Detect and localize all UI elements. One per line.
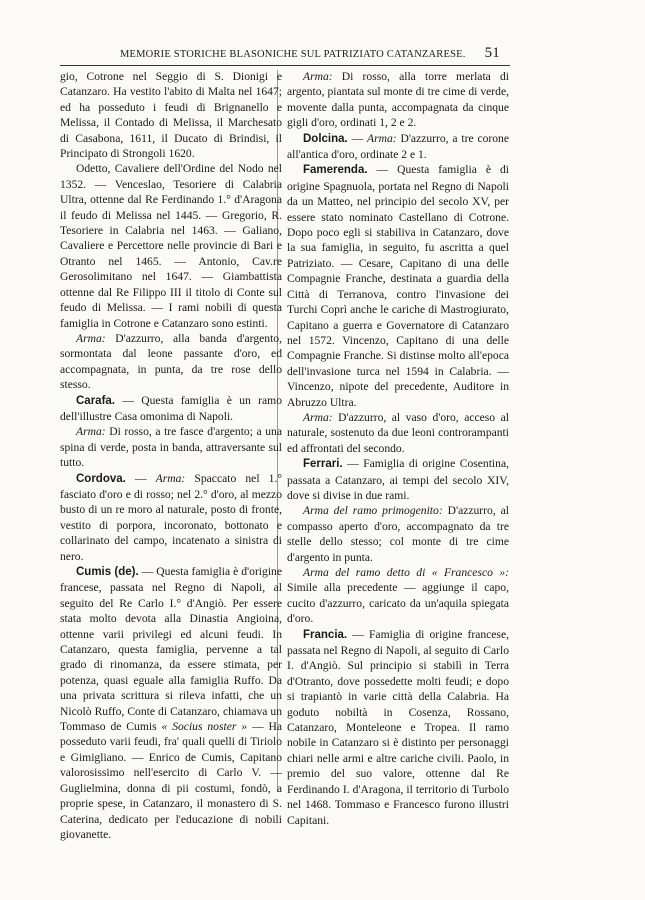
arma-text: Di rosso, a tre fasce d'argento; a una spina di verde, posta in banda, attraversante sul tutto. [60,425,282,470]
entry-text-cumis: — Questa famiglia è d'origine francese, passata nel Regno di Napoli, al seguito del Re Carlo I.° d'Angiò. Per essere stata molto devota alla Dinastia Angioina, ottenne varii privilegi ed alcuni feudi. In Catanzaro, questa famiglia, pervenne a tal grado di rinomanza, da essere stimata, per potenza, quasi eguale alla famiglia Ruffo. Da una privata scrittura si rileva infatti, che un Nicolò Ruffo, Conte di Catanzaro, chiamava un Tommaso de Cumis [60,565,282,734]
arma-ferrari-francesco [287,565,509,627]
dash: — [347,131,367,145]
dash: — [125,471,156,485]
arma-label: Arma: [76,425,106,439]
arma-text: D'azzurro, al vaso d'oro, acceso al naturale, sostenuto da due leoni controrampanti ed affrontati del secondo. [287,410,509,455]
entry-heading-cumis: Cumis (de). [76,566,139,578]
entry-ferrari [287,456,509,503]
arma-continuation [287,69,509,131]
arma-label: Arma: [303,70,333,83]
entry-heading-ferrari: Ferrari. [303,458,343,471]
entry-text-famerenda: — Questa famiglia è di origine Spagnuola, portata nel Regno di Napoli da un Matteo, nel principio del secolo XV, per essere stato nominato Castellano di Cotrone. Dopo poco egli si stabiliva in Catanzaro, dove la sua famiglia, in seguito, fu ascritta a quel Patriziato. — Cesare, Capitano di una delle Compagnie Franche, destinata a guardia della Città di Terranova, contro l'invasione dei Turchi Coprì anche le cariche di Mastrogiurato, Capitano a guerra e Governatore di Catanzaro nel 1572. Vincenzo, Capitano di una delle Compagnie Franche. Si distinse molto all'epoca dell'invasione turca nel 1594 in Calabria. — Vincenzo, nipote del precedente, Auditore in Abruzzo Ultra. [287,163,509,409]
arma-carafa [60,424,282,470]
entry-text-cumis-2: — Ha posseduto varii feudi, fra' quali quelli di Tiriolo e Gimigliano. — Enrico de Cumis, Capitano valorosissimo nell'esercito di Carlo V. — Guglielmina, donna di pii costumi, fondò, a proprie spese, in Catanzaro, il monastero di S. Caterina, dedicato per l'educazione di nobili giovanette. [60,720,282,841]
paragraph-members: Odetto, Cavaliere dell'Ordine del Nodo nel 1352. — Venceslao, Tesoriere di Calabria Ultra, ottenne dal Re Ferdinando 1.° d'Aragona il feudo di Melissa nel 1445. — Gregorio, R. Tesoriere in Calabria nel 1463. — Galiano, Cavaliere e Percettore nelle provincie di Bari e Otranto nel 1465. — Antonio, Cav.re Gerosolimitano nel 1647. — Giambattista ottenne dal Re Filippo III il titolo di Conte sul feudo di Melissa. — I rami nobili di questa famiglia in Cotrone e Catanzaro sono estinti. [60,162,282,330]
arma-text: Di rosso, alla torre merlata di argento, piantata sul monte di tre cime di verde, movente dalla punta, accompagnata da cinque gigli d'oro, ordinati 1, 2 e 2. [287,70,509,130]
arma-label: Arma del ramo primogenito: [303,504,443,518]
arma-label: Arma: [76,331,106,345]
running-title: MEMORIE STORICHE BLASONICHE SUL PATRIZIATO CATANZARESE. [120,49,466,60]
entry-text-cordova: Spaccato nel 1.° fasciato d'oro e di rosso; nel 2.° d'oro, al mezzo busto di un re moro al naturale, posto di fronte, vestito di porpora, incoronato, bottonato e collarinato del campo, incatenato a sinistra di nero. [60,471,282,563]
arma-label: Arma: [367,131,397,145]
entry-heading-cordova: Cordova. [76,472,126,485]
arma-label: Arma del ramo detto di « Francesco »: [303,566,509,579]
quote-socius: « Socius noster » [161,720,248,734]
paragraph-continuation: gio, Cotrone nel Seggio di S. Dionigi e Catanzaro. Ha vestito l'abito di Malta nel 1647; ed ha posseduto i feudi di Brignanello e Melissa, il Contado di Melissa, il Marchesato di Casabona, 1611, il Ducato di Brindisi, il Principato di Strongoli 1620. [60,70,282,161]
entry-heading-carafa: Carafa. [76,394,115,407]
arma-text: Simile alla precedente — aggiunge il capo, cucito d'azzurro, caricato da un'aquila spiegata d'oro. [287,581,509,626]
entry-text-ferrari: — Famiglia di origine Cosentina, passata a Catanzaro, ai tempi del secolo XIV, dove si divise in due rami. [287,457,509,502]
entry-cordova [60,471,282,564]
entry-heading-francia: Francia. [303,628,348,641]
entry-text-francia: — Famiglia di origine francese, passata nel Regno di Napoli, al seguito di Carlo I. d'Angiò. Sul principio si stabilì in Terra d'Otranto, dove possedette molti feudi; e dopo si trapiantò in varie città della Calabria. Ha goduto nobiltà in Cosenza, Rossano, Catanzaro, Monteleone e Tropea. Il ramo nobile in Catanzaro si è distinto per personaggi chiari nelle armi e altre cariche civili. Paolo, in premio del suo valore, ottenne dal Re Ferdinando I. d'Aragona, il territorio di Turbolo nel 1468. Tommaso e Francesco furono illustri Capitani. [287,627,509,827]
arma-text: D'azzurro, al compasso aperto d'oro, accompagnato da tre stelle dello stesso; col monte di tre cime d'argento in punta. [287,504,509,564]
entry-francia [287,627,509,828]
entry-text-dolcina: D'azzurro, a tre corone all'antica d'oro, ordinate 2 e 1. [287,131,509,162]
arma-label: Arma: [303,410,333,424]
page-number: 51 [484,45,500,61]
entry-heading-famerenda: Famerenda. [303,164,368,177]
running-header [120,45,500,61]
entry-carafa [60,393,282,425]
arma-ferrari-primogenito [287,503,509,565]
header-rule [60,65,510,66]
arma-text: D'azzurro, alla banda d'argento, sormontata dal leone passante d'oro, ed accompagnata, in punta, da tre rose dello stesso. [60,331,282,392]
arma-label: Arma: [155,471,186,485]
right-column [287,69,509,828]
left-column [60,69,282,842]
entry-text-carafa: — Questa famiglia è un ramo dell'illustre Casa omonima di Napoli. [60,393,282,423]
paragraph-arma [60,331,282,393]
entry-heading-dolcina: Dolcina. [303,132,348,145]
entry-cumis [60,564,282,842]
entry-famerenda [287,162,509,410]
entry-dolcina [287,131,509,163]
arma-famerenda [287,410,509,456]
